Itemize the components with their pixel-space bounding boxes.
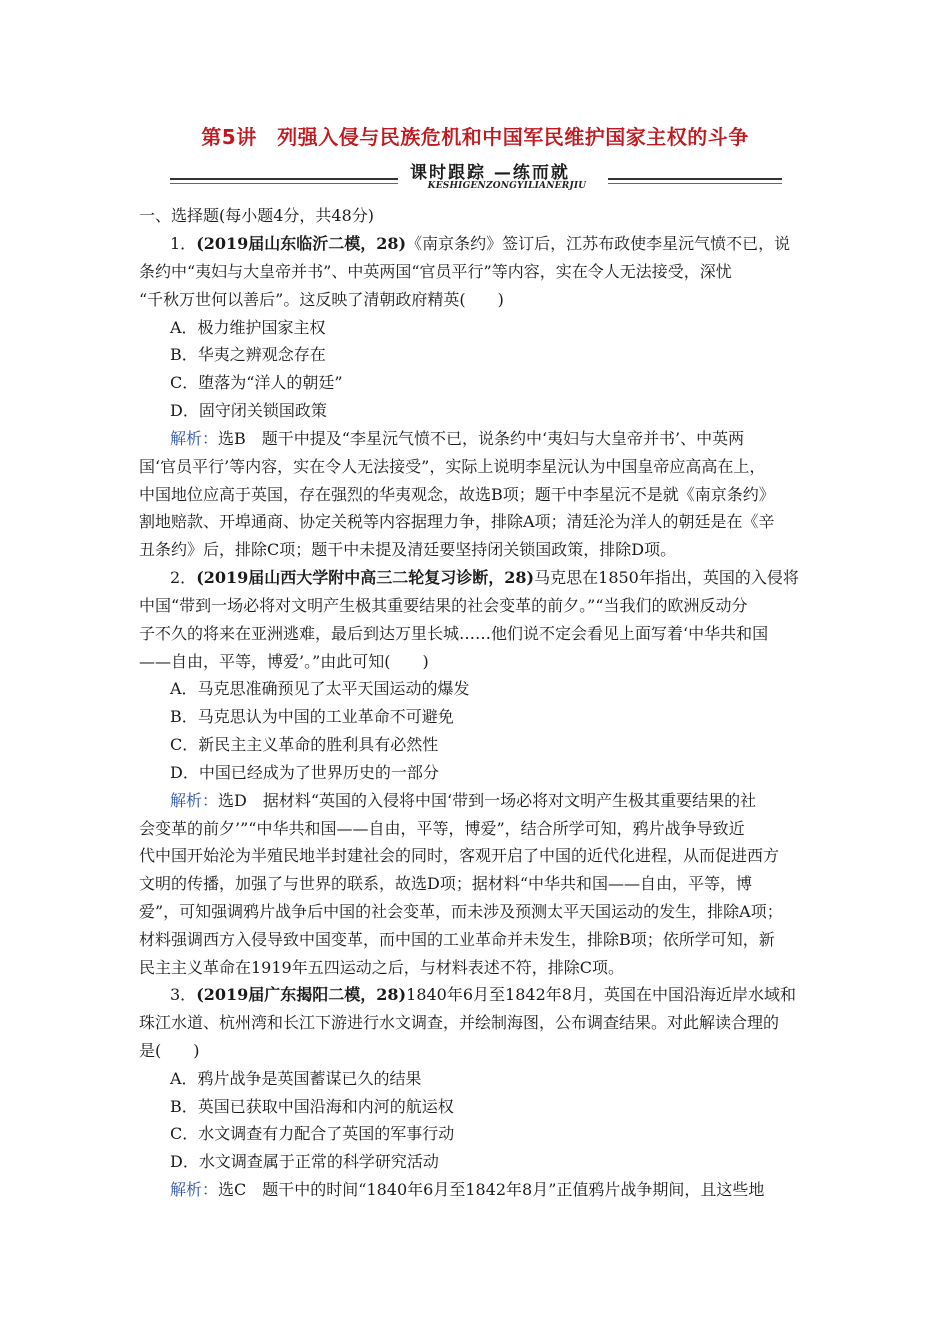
question-1-line-2: 条约中“夷妇与大皇帝并书”、中英两国“官员平行”等内容，实在令人无法接受，深忧 [139,262,732,281]
answer-1-line-1 [170,425,744,453]
answer-text: 选D 据材料“英国的入侵将中国‘带到一场必将对文明产生极其重要结果的社 [218,791,757,810]
banner-heading: 课时跟踪 —练而就 [410,163,570,183]
answer-2-line-1 [170,787,756,815]
page-title: 第5讲 列强入侵与民族危机和中国军民维护国家主权的斗争 [201,125,749,149]
question-2-line-1 [170,564,799,592]
answer-text: 选B 题干中提及“李星沅气愤不已，说条约中‘夷妇与大皇帝并书’、中英两 [218,429,745,448]
question-1-option-a: A．极力维护国家主权 [170,318,326,337]
question-2-option-c: C．新民主主义革命的胜利具有必然性 [170,735,439,754]
question-text: 马克思在1850年指出，英国的入侵将 [534,568,799,587]
answer-1-line-3: 中国地位应高于英国，存在强烈的华夷观念，故选B项；题干中李星沅不是就《南京条约》 [139,485,775,504]
question-2-line-2: 中国“带到一场必将对文明产生极其重要结果的社会变革的前夕。”“当我们的欧洲反动分 [139,596,748,615]
answer-2-line-2: 会变革的前夕’”“中华共和国——自由，平等，博爱”，结合所学可知，鸦片战争导致近 [139,819,745,838]
question-3-line-3: 是( ) [139,1041,200,1060]
question-1-line-3: “千秋万世何以善后”。这反映了清朝政府精英( ) [139,290,504,309]
question-3-line-1 [170,981,796,1009]
answer-1-line-2: 国‘官员平行’等内容，实在令人无法接受”，实际上说明李星沅认为中国皇帝应高高在上， [139,457,766,476]
banner-rule-left-thin [170,183,398,184]
question-2-option-d: D．中国已经成为了世界历史的一部分 [170,763,439,782]
question-3-option-d: D．水文调查属于正常的科学研究活动 [170,1152,439,1171]
banner-pinyin: KESHIGENZONGYILIANERJIU [427,181,587,191]
jiexi-label: 解析： [170,1180,219,1199]
answer-2-line-6: 材料强调西方入侵导致中国变革，而中国的工业革命并未发生，排除B项；依所学可知，新 [139,930,775,949]
question-text: 《南京条约》签订后，江苏布政使李星沅气愤不已，说 [406,234,791,253]
question-source: (2019届山东临沂二模，28) [196,234,407,253]
answer-2-line-7: 民主主义革命在1919年五四运动之后，与材料表述不符，排除C项。 [139,958,624,977]
question-number: 3． [170,985,197,1004]
question-number: 2． [170,568,197,587]
banner-rule-right [608,178,782,180]
question-1-option-c: C．堕落为“洋人的朝廷” [170,373,343,392]
question-3-line-2: 珠江水道、杭州湾和长江下游进行水文调查，并绘制海图，公布调查结果。对此解读合理的 [139,1013,780,1032]
jiexi-label: 解析： [170,429,219,448]
question-2-option-a: A．马克思准确预见了太平天国运动的爆发 [170,679,470,698]
question-number: 1． [170,234,197,253]
question-source: (2019届广东揭阳二模，28) [196,985,407,1004]
question-3-option-a: A．鸦片战争是英国蓄谋已久的结果 [170,1069,422,1088]
question-2-option-b: B．马克思认为中国的工业革命不可避免 [170,707,454,726]
question-2-line-4: ——自由，平等，博爱’。”由此可知( ) [139,652,429,671]
jiexi-label: 解析： [170,791,219,810]
answer-1-line-4: 割地赔款、开埠通商、协定关税等内容据理力争，排除A项；清廷沦为洋人的朝廷是在《辛 [139,512,775,531]
question-3-option-c: C．水文调查有力配合了英国的军事行动 [170,1124,455,1143]
question-1-line-1 [170,230,790,258]
question-3-option-b: B．英国已获取中国沿海和内河的航运权 [170,1097,454,1116]
answer-1-line-5: 丑条约》后，排除C项；题干中未提及清廷要坚持闭关锁国政策，排除D项。 [139,540,677,559]
question-source: (2019届山西大学附中高三二轮复习诊断，28) [196,568,535,587]
question-text: 1840年6月至1842年8月，英国在中国沿海近岸水域和 [406,985,796,1004]
question-1-option-d: D．固守闭关锁国政策 [170,401,327,420]
answer-2-line-3: 代中国开始沦为半殖民地半封建社会的同时，客观开启了中国的近代化进程，从而促进西方 [139,846,780,865]
question-1-option-b: B．华夷之辨观念存在 [170,345,326,364]
answer-2-line-5: 爱”，可知强调鸦片战争后中国的社会变革，而未涉及预测太平天国运动的发生，排除A项； [139,902,783,921]
answer-3-line-1 [170,1176,764,1204]
answer-text: 选C 题干中的时间“1840年6月至1842年8月”正值鸦片战争期间，且这些地 [218,1180,765,1199]
answer-2-line-4: 文明的传播，加强了与世界的联系，故选D项；据材料“中华共和国——自由，平等，博 [139,874,753,893]
question-2-line-3: 子不久的将来在亚洲逃难，最后到达万里长城……他们说不定会看见上面写着‘中华共和国 [139,624,769,643]
banner-rule-right-thin [608,183,782,184]
section-header: 一、选择题(每小题4分，共48分) [139,206,375,225]
section-banner [170,158,782,198]
banner-rule-left [170,178,398,180]
